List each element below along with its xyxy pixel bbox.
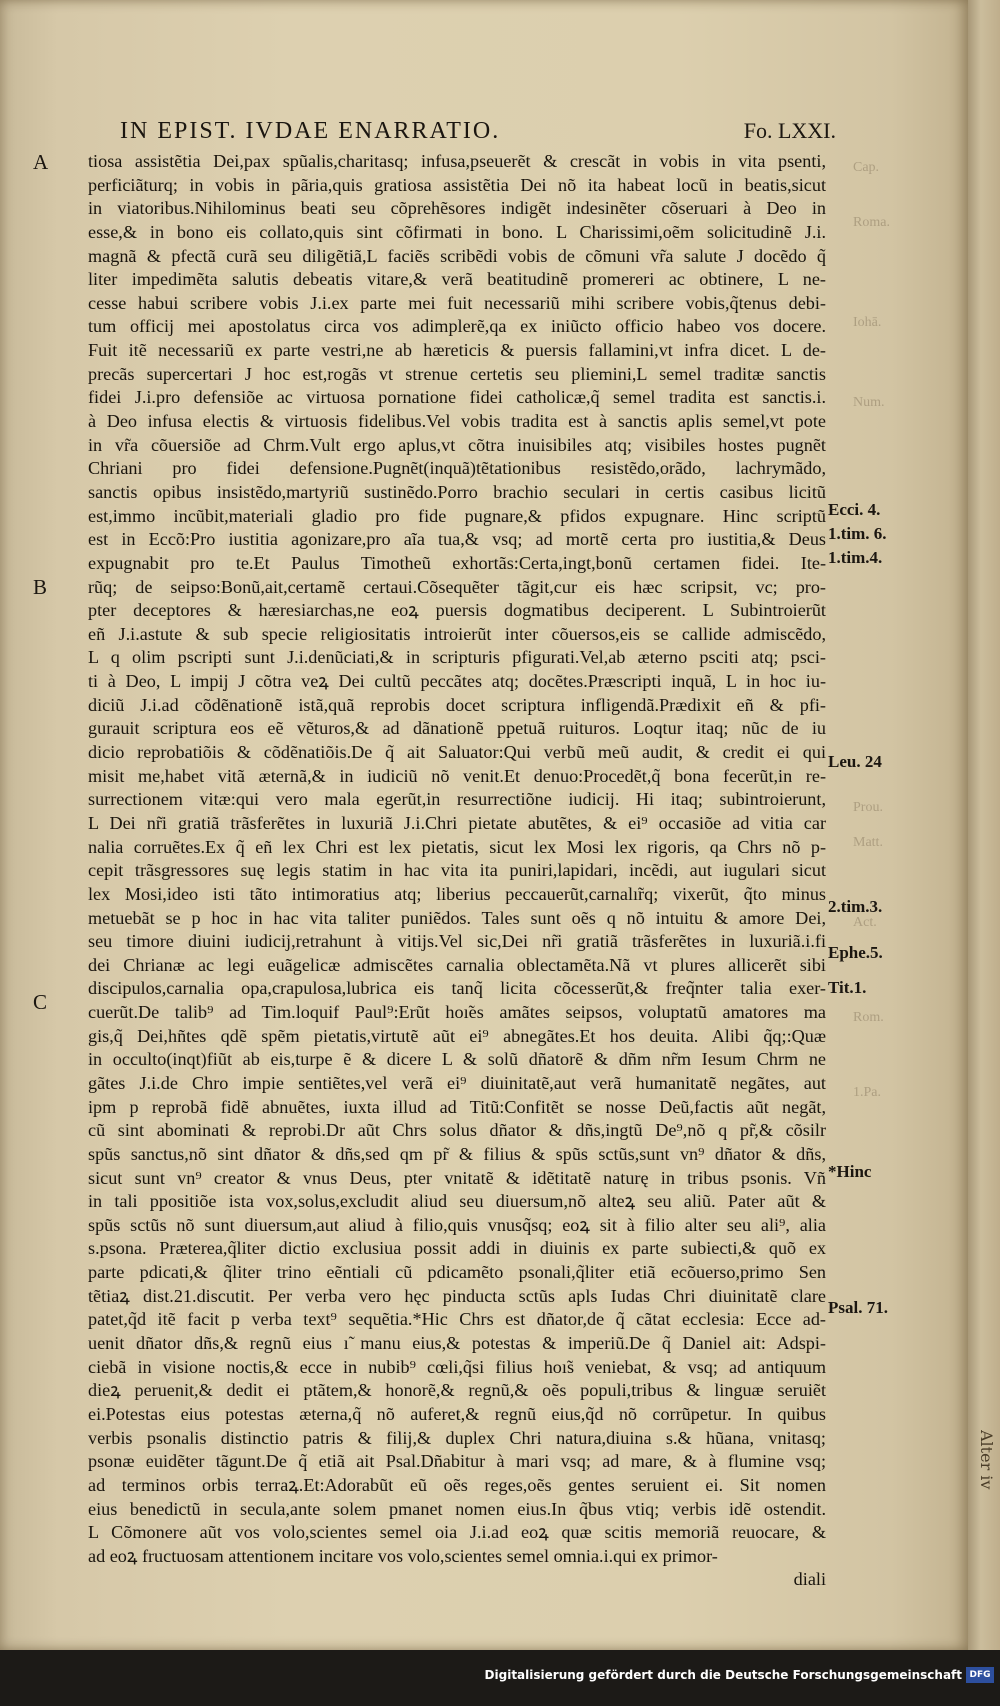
text-line: rũq; de seipso:Bonũ,ait,certamẽ certaui.Cõsequẽter tãgit,cur eis hæc scripsit, vc; pro- bbox=[88, 576, 826, 597]
text-line: tiosa assistẽtia Dei,pax spũalis,charitasq; infusa,pseuerẽt & crescãt in vobis in vita psenti, bbox=[88, 151, 826, 171]
text-line: diciũ J.i.ad cõdẽnationẽ istã,quã reprobis docet scriptura infligendã.Prædixit eñ & pfi- bbox=[88, 694, 826, 715]
text-line: gis,q̃ Dei,hñtes qdẽ spẽm pietatis,virtutẽ aũt ei⁹ abnegãtes.Et hos deuita. Alibi q̃q;:Quæ bbox=[88, 1025, 826, 1046]
margin-note: Tit.1. bbox=[828, 978, 867, 997]
text-line: ad terminos orbis terraꝝ.Et:Adorabũt eũ oẽs reges,oẽs gentes seruient ei. Sit nomen bbox=[88, 1474, 826, 1495]
text-line: ti à Deo, L impij J cõtra veꝝ Dei cultũ peccãtes atq; docẽtes.Præscripti inquã, L in hoc iu- bbox=[88, 671, 826, 692]
running-title: IN EPIST. IVDAE ENARRATIO. bbox=[120, 118, 501, 144]
text-line: pter deceptores & hæresiarchas,ne eoꝝ puersis dogmatibus deciperent. L Subintroierũt bbox=[88, 600, 826, 621]
text-line: lex Mosi,ideo isti tãto intimoratius atq; liberius peccauerũt,carnalı̃rq; vixerũt, q̃to minus bbox=[88, 883, 826, 904]
text-line: à Deo infusa electis & virtuosis fidelibus.Vel vobis tradita est à sanctis aplis semel,vt pote bbox=[88, 411, 826, 432]
text-line: tum officij mei apostolatus circa vos adimplerẽ,qa ex iniũcto officio habeo vos docere. bbox=[88, 316, 826, 337]
text-line: in vr̃a cõuersiõe ad Chrm.Vult ergo aplus,vt cõtra inuisibiles atq; visibiles hostes pugnẽt bbox=[88, 434, 826, 455]
text-line: ei.Potestas eius potestas æterna,q̃ nõ auferet,& regnũ eius,q̃d nõ corrũpetur. In quibus bbox=[88, 1403, 826, 1424]
scan-footer bbox=[0, 1650, 1000, 1706]
text-line: dieꝝ peruenit,& dedit ei ptãtem,& honorẽ,& regnũ,& oẽs populi,tribus & linguæ seruiẽt bbox=[88, 1380, 826, 1401]
margin-note: Ephe.5. bbox=[828, 943, 883, 962]
text-line: dei Chrianæ ac legi euãgelicæ admiscẽtes carnalia oblectamẽta.Nã vt plures allicerẽt sibi bbox=[88, 954, 826, 975]
margin-note: 2.tim.3. bbox=[828, 897, 883, 916]
text-line: s.psona. Præterea,q̃liter dictio exclusiua possit addi in diuinis ex parte subiecti,& quõ ex bbox=[88, 1238, 826, 1259]
text-line: ciebã in visione noctis,& ecce in nubib⁹ cœli,q̃si filius hoı̃s veniebat, & vsq; ad antiquum bbox=[88, 1356, 826, 1377]
margin-note: Leu. 24 bbox=[828, 752, 882, 771]
text-line: sicut sunt vn⁹ creator & vnus Deus, pter vnitatẽ & idẽtitatẽ naturę in tribus psonis. Vñ bbox=[88, 1167, 826, 1188]
section-letter-a: A bbox=[33, 150, 49, 174]
bleed-through-note: Act. bbox=[853, 915, 877, 930]
text-line: L Dei nr̃i gratiã trãsferẽtes in luxuriã J.i.Chri pietate abutẽtes, & ei⁹ occasiõe ad vitia car bbox=[88, 812, 826, 833]
text-line: psonæ euidẽter tãgunt.De q̃ etiã ait Psal.Dñabitur à mari vsq; ad mare, & à flumine vsq; bbox=[88, 1451, 826, 1472]
bleed-through-note: Prou. bbox=[853, 800, 883, 815]
text-line: L Cõmonere aũt vos volo,scientes semel oia J.i.ad eoꝝ quæ scitis memoriã reuocare, & bbox=[88, 1522, 826, 1543]
text-line: gãtes J.i.de Chro impie sentiẽtes,vel verã ei⁹ diuinitatẽ,aut verã humanitatẽ negãtes, aut bbox=[88, 1072, 826, 1093]
text-line: sanctis opibus insistẽdo,martyriũ sustinẽdo.Porro brachio seculari in certis casibus licitũ bbox=[88, 481, 826, 502]
text-line: expugnabit pro te.Et Paulus Timotheũ exhortãs:Certa,ingt,bonũ certamen fidei. Ite- bbox=[88, 552, 826, 573]
text-line: eius benedictũ in secula,ante solem pmanet nomen eius.In q̃bus vtiq; verbis idẽ ostendit. bbox=[88, 1498, 826, 1519]
text-line: cesse habui scribere vobis J.i.ex parte mei fuit necessariũ mihi scribere vobis,q̃tenus debi- bbox=[88, 292, 826, 313]
text-line: diali bbox=[793, 1569, 826, 1590]
next-page-edge bbox=[968, 0, 1000, 1650]
text-line: ad eoꝝ fructuosam attentionem incitare vos volo,scientes semel omnia.i.qui ex primor- bbox=[88, 1545, 718, 1566]
text-line: liter impedimẽta salutis debeatis vitare,& verã beatitudinẽ promereri ac obtinere, L ne- bbox=[88, 269, 826, 290]
margin-note: 1.tim.4. bbox=[828, 548, 883, 567]
text-line: precãs supercertari J hoc est,rogãs vt strenue certetis seu pliemini,L semel traditæ sanctis bbox=[88, 363, 826, 384]
text-line: est in Eccõ:Pro iustitia agonizare,pro aĩa tua,& vsq; ad mortẽ certa pro iustitia,& Deus bbox=[88, 529, 826, 550]
funding-credit: Digitalisierung gefördert durch die Deutsche Forschungsgemeinschaft bbox=[484, 1668, 962, 1682]
bleed-through-note: Matt. bbox=[853, 835, 883, 850]
text-line: perficiãturq; in vobis in pãria,quis gratiosa assistẽtia Dei nõ ita habeat locũ in beatis,sicut bbox=[88, 174, 826, 195]
text-line: cuerũt.De talib⁹ ad Tim.loquif Paul⁹:Erũt hoı̃es amãtes seipsos, voluptatũ amatores ma bbox=[88, 1002, 826, 1023]
text-line: in occulto(inqt)fiũt ab eis,turpe ẽ & dicere L & solũ dñatorẽ & dñm nr̃m Iesum Chrm ne bbox=[88, 1049, 826, 1070]
bleed-through-note: Num. bbox=[853, 395, 885, 410]
commentary-text-block bbox=[88, 150, 826, 1592]
text-line: Chriani pro fidei defensione.Pugnẽt(inquã)tẽtationibus resistẽdo,orãdo, lachrymãdo, bbox=[88, 458, 826, 479]
folio-number: Fo. LXXI. bbox=[743, 118, 836, 143]
dfg-logo-icon: DFG bbox=[966, 1667, 994, 1683]
text-line: parte pdicati,& q̃liter trino eẽntiali cũ pdicamẽto psonali,q̃liter etiã ecõuerso,primo Sen bbox=[88, 1262, 826, 1283]
text-line: est,immo incũbit,materiali gladio pro fide pugnare,& pfidos expugnare. Hinc scriptũ bbox=[88, 505, 826, 526]
text-line: spũs sanctus,nõ sint dñator & dñs,sed qm pr̃ & filius & spũs sctũs,sunt vn⁹ dñator & dñs, bbox=[88, 1143, 826, 1164]
text-line: uenit dñator dñs,& regnũ eius ı̃ manu eius,& potestas & imperiũ.De q̃ Daniel ait: Adspi- bbox=[88, 1333, 826, 1354]
text-line: surrectionem vitæ:qui vero mala egerũt,in resurrectiõne iudicij. Hi itaq; subintroierunt, bbox=[88, 789, 826, 810]
bleed-through-note: 1.Pa. bbox=[853, 1085, 881, 1100]
text-line: verbis psonalis distinctio patris & filij,& duplex Chri natura,diuina s.& hũana, vnitasq; bbox=[88, 1427, 826, 1448]
bleed-through-note: Rom. bbox=[853, 1010, 884, 1025]
section-letter-b: B bbox=[33, 575, 48, 599]
text-line: tẽtiaꝝ dist.21.discutit. Per verba vero hęc pinducta sctũs apls Iudas Chri diuinitatẽ clare bbox=[88, 1285, 826, 1306]
text-line: magnã & pfectã curã seu diligẽtiã,L faciẽs scribẽdi vobis de cõmuni vr̃a salute J docẽdo q̃ bbox=[88, 245, 826, 266]
text-line: misit me,habet vitã æternã,& in iudiciũ nõ venit.Et denuo:Procedẽt,q̃ bona fecerũt,in re- bbox=[88, 765, 826, 786]
text-line: esse,& in bono eis collato,quis sint cõfirmati in bono. L Charissimi,oẽm solicitudinẽ J.i. bbox=[88, 221, 826, 242]
text-line: in tali ppositiõe ista vox,solus,excludit aliud seu diuersum,nõ alteꝝ seu aliũ. Pater aũt & bbox=[88, 1191, 826, 1212]
text-line: in viatoribus.Nihilominus beati seu cõprehẽsores indigẽt indesinẽter cõseruari à Deo in bbox=[88, 198, 826, 219]
text-line: metuebãt se p hoc in hac vita taliter puniẽdos. Tales sunt oẽs q nõ intuitu & amore Dei, bbox=[88, 907, 826, 928]
text-line: gurauit scriptura eos eẽ vẽturos,& ad dãnationẽ ppetuã ruituros. Loqtur itaq; nũc de iu bbox=[88, 718, 826, 739]
text-line: seu timore diuini iudicij,retrahunt à vitijs.Vel sic,Dei nr̃i gratiã trãsferẽtes in luxuriã.i.fi bbox=[88, 931, 826, 952]
margin-note: Psal. 71. bbox=[828, 1298, 888, 1317]
margin-note: *Hinc bbox=[828, 1162, 872, 1181]
text-line: patet,q̃d itẽ facit p verba text⁹ sequẽtia.*Hic Chrs est dñator,de q̃ cãtat ecclesia: Ecce ad- bbox=[88, 1309, 826, 1330]
text-line: spũs sctũs nõ sunt diuersum,aut aliud à filio,quis vnusq̃sq; eoꝝ sit à filio alter seu ali⁹, alia bbox=[88, 1214, 826, 1235]
text-line: fidei J.i.pro defensiõe ac virtuosa pornatione fidei catholicæ,q̃ semel tradita est sanctis.i. bbox=[88, 387, 826, 408]
text-line: cũ sint abominati & reprobi.Dr aũt Chrs solus dñator & dñs,ingtũ De⁹,nõ q pr̃,& cõsilr bbox=[88, 1120, 826, 1141]
margin-note: 1.tim. 6. bbox=[828, 524, 887, 543]
text-line: L q olim pscripti sunt J.i.denũciati,& in scripturis pfigurati.Vel,ab æterno psciti atq; psci- bbox=[88, 647, 826, 668]
text-line: discipulos,carnalia opa,crapulosa,lubrica eis tanq̃ licita cõcesserũt,& freq̃nter talia exer- bbox=[88, 978, 826, 999]
text-line: dicio reprobatiõis & cõdẽnatiõis.De q̃ ait Saluator:Qui verbũ meũ audit, & credit ei qui bbox=[88, 742, 826, 763]
bleed-through-note: Cap. bbox=[853, 160, 880, 175]
section-letter-c: C bbox=[33, 990, 48, 1014]
bleed-through-note: Roma. bbox=[853, 215, 890, 230]
text-line: ipm p reprobã fidẽ abnuẽtes, iuxta illud ad Titũ:Confitẽt se nosse Deũ,factis aũt negãt, bbox=[88, 1096, 826, 1117]
text-line: Fuit itẽ necessariũ ex parte vestri,ne ab hæreticis & puersis fallamini,vt infra dicet. L de- bbox=[88, 340, 826, 361]
text-line: nalia corruẽtes.Ex q̃ eñ lex Chri est lex pietatis, sicut lex Mosi lex rigoris, qa Chrs nõ p- bbox=[88, 836, 826, 857]
text-line: eñ J.i.astute & sub specie religiositatis introierũt inter cõuersos,eis se callide admiscẽdo, bbox=[88, 623, 826, 644]
margin-note: Ecci. 4. bbox=[828, 500, 881, 519]
text-line: cepit trãsgressores suę legis statim in hac vita ita puniri,lapidari, incẽdi, aut iugulari sicut bbox=[88, 860, 826, 881]
edge-handwritten-mark: Alter iv bbox=[977, 1430, 996, 1490]
bleed-through-note: Iohā. bbox=[853, 315, 882, 330]
